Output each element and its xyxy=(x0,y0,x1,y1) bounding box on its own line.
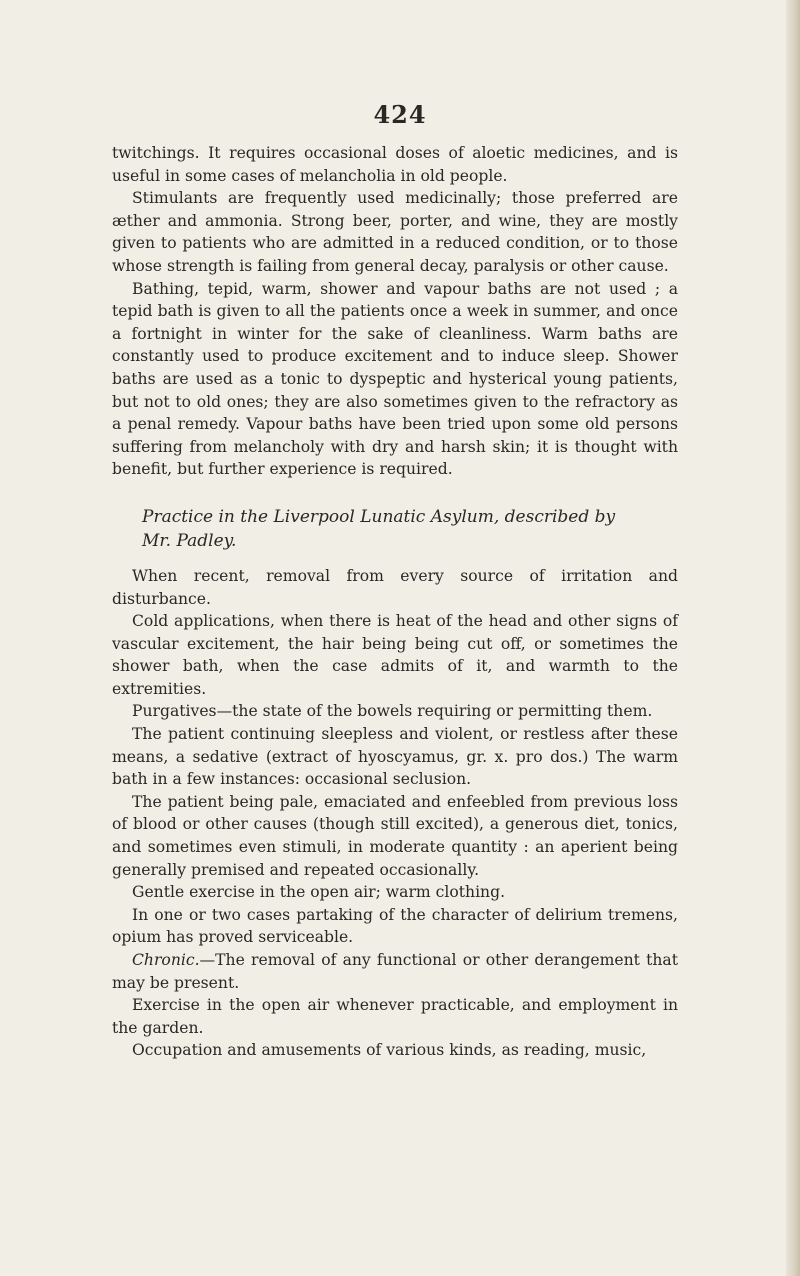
page-edge-shadow xyxy=(786,0,800,1276)
section-heading-line: Mr. Padley. xyxy=(142,530,237,551)
chronic-label: Chronic. xyxy=(132,951,200,969)
section-heading-line: Practice in the Liverpool Lunatic Asylum, described by xyxy=(142,506,616,527)
page-number: 424 xyxy=(373,100,427,129)
paragraph: Occupation and amusements of various kinds, as reading, music, xyxy=(132,1041,647,1060)
paragraph: The patient being pale, emaciated and enfeebled from previous loss of blood or other causes (though still excited), a generous diet, tonics, and sometimes even stimuli, in moderate quantity : an aperient being generally premised and repeated occasionally. xyxy=(112,792,678,879)
paragraph: The patient continuing sleepless and violent, or restless after these means, a sedative (extract of hyoscyamus, gr. x. pro dos.) The warm bath in a few instances: occasional seclusion. xyxy=(112,725,678,789)
paragraph: Exercise in the open air whenever practicable, and employment in the garden. xyxy=(112,996,678,1037)
paragraph: In one or two cases partaking of the character of delirium tremens, opium has proved serviceable. xyxy=(112,905,678,947)
paragraph: Cold applications, when there is heat of the head and other signs of vascular excitement, the hair being being cut off, or sometimes the shower bath, when the case admits of it, and warmth to the extremities. xyxy=(112,612,678,698)
body-text xyxy=(112,142,678,1062)
chronic-text: —The removal of any functional or other derangement that may be present. xyxy=(112,951,678,992)
section-heading xyxy=(142,505,648,553)
paragraph: Purgatives—the state of the bowels requiring or permitting them. xyxy=(132,702,653,721)
paragraph-chronic xyxy=(112,949,678,994)
paragraph: Bathing, tepid, warm, shower and vapour baths are not used ; a tepid bath is given to all the patients once a week in summer, and once a fortnight in winter for the sake of cleanliness. Warm baths are constantly used to produce excitement and to induce sleep. Shower baths are used as a tonic to dyspeptic and hysterical young patients, but not to old ones; they are also sometimes given to the refractory as a penal remedy. Vapour baths have been tried upon some old persons suffering from melancholy with dry and harsh skin; it is thought with benefit, but further experience is required. xyxy=(112,279,678,479)
paragraph: twitchings. It requires occasional doses of aloetic medicines, and is useful in some cases of melancholia in old people. xyxy=(112,144,678,185)
paragraph: Stimulants are frequently used medicinally; those preferred are æther and ammonia. Strong beer, porter, and wine, they are mostly given to patients who are admitted in a reduced condition, or to those whose strength is failing from general decay, paralysis or other cause. xyxy=(112,189,678,275)
paragraph: When recent, removal from every source of irritation and disturbance. xyxy=(112,566,678,608)
paragraph: Gentle exercise in the open air; warm clothing. xyxy=(132,883,506,902)
